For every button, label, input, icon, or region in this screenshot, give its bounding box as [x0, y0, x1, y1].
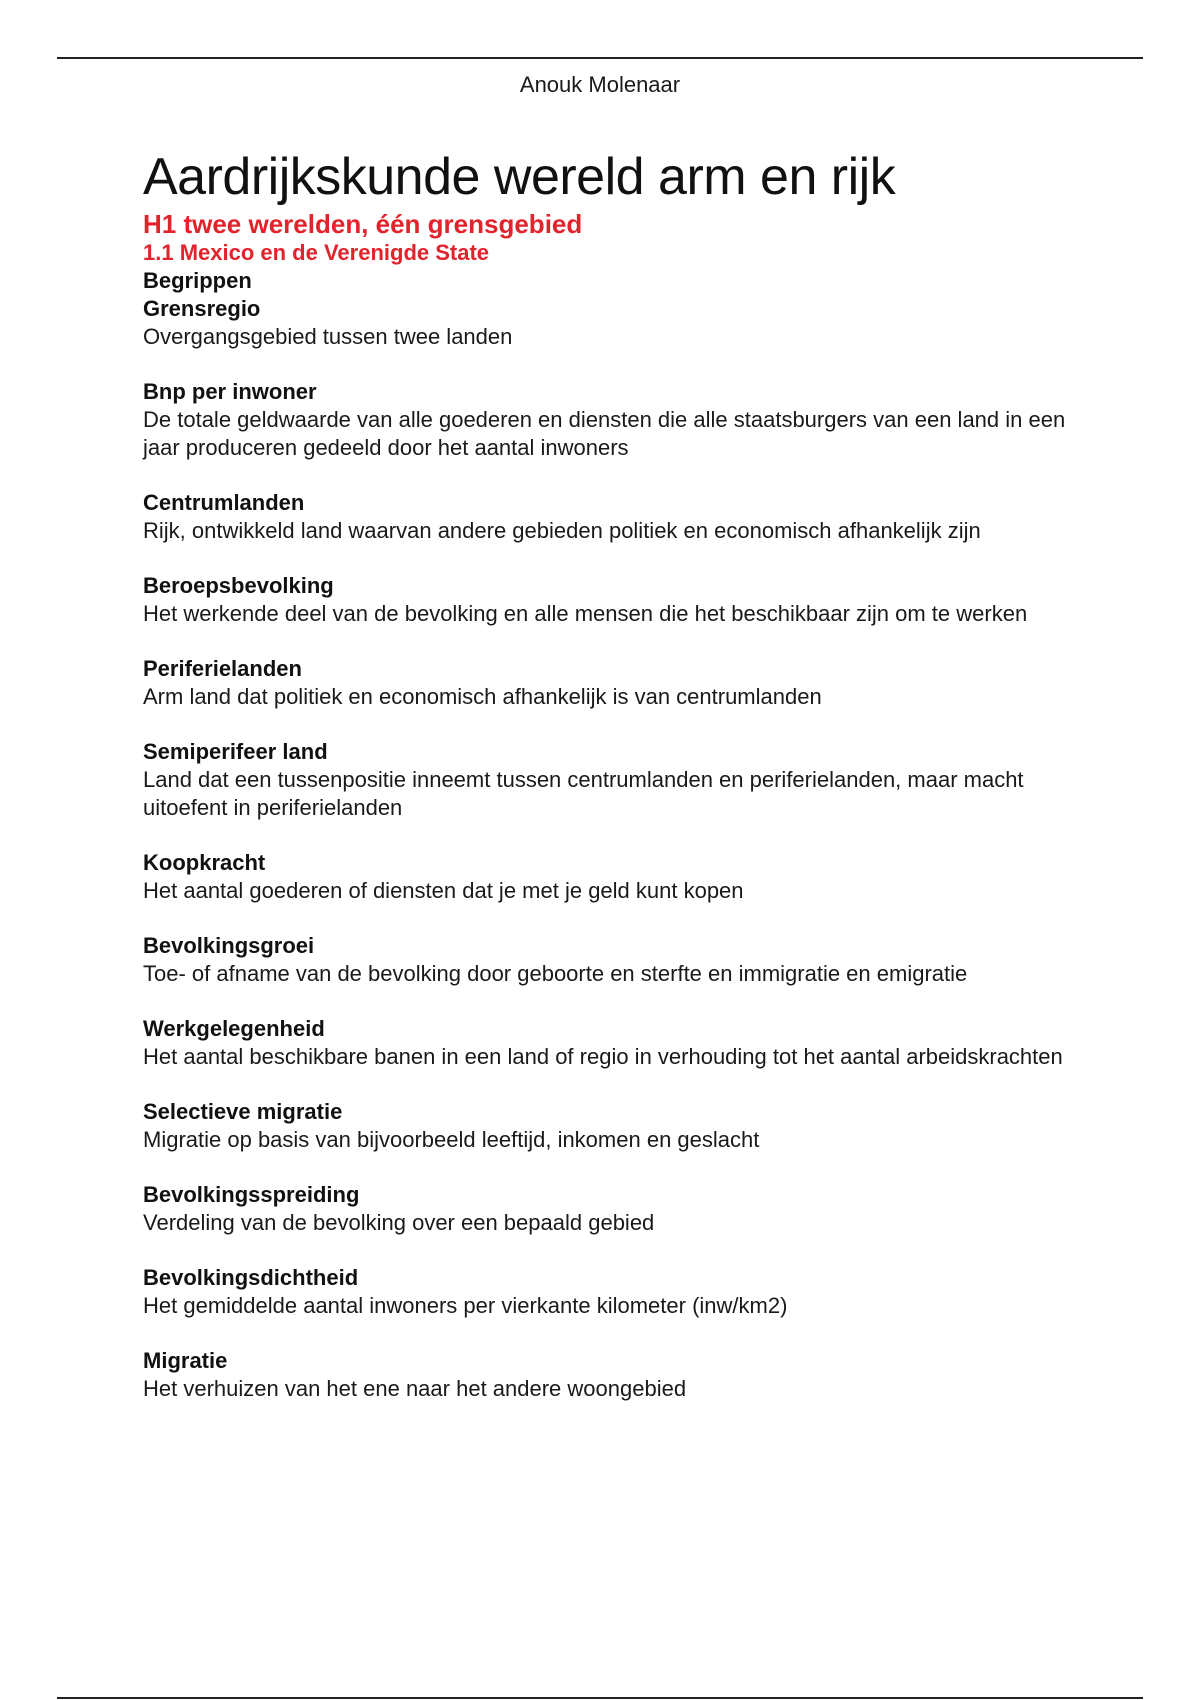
footer-rule — [57, 1697, 1143, 1699]
term-name: Bevolkingsgroei — [143, 933, 315, 958]
terms-list — [143, 295, 1103, 1403]
term-definition: Het aantal goederen of diensten dat je met je geld kunt kopen — [143, 878, 744, 903]
term-name: Bevolkingsspreiding — [143, 1182, 360, 1207]
section-heading: 1.1 Mexico en de Verenigde State — [143, 240, 490, 265]
term-item — [143, 738, 1103, 822]
document-body — [143, 145, 1103, 1430]
term-name: Periferielanden — [143, 656, 302, 681]
term-name: Werkgelegenheid — [143, 1016, 325, 1041]
term-item — [143, 1181, 1103, 1237]
term-definition: Verdeling van de bevolking over een bepaald gebied — [143, 1210, 655, 1235]
term-definition: Het werkende deel van de bevolking en alle mensen die het beschikbaar zijn om te werken — [143, 601, 1028, 626]
term-item — [143, 1347, 1103, 1403]
header-rule — [57, 57, 1143, 59]
chapter-heading: H1 twee werelden, één grensgebied — [143, 209, 583, 239]
term-item — [143, 1098, 1103, 1154]
term-name: Grensregio — [143, 296, 261, 321]
author-name: Anouk Molenaar — [519, 72, 681, 97]
term-item — [143, 932, 1103, 988]
term-item — [143, 295, 1103, 351]
term-item — [143, 572, 1103, 628]
term-definition: Migratie op basis van bijvoorbeeld leeftijd, inkomen en geslacht — [143, 1127, 760, 1152]
term-name: Bnp per inwoner — [143, 379, 317, 404]
term-definition: Arm land dat politiek en economisch afhankelijk is van centrumlanden — [143, 684, 822, 709]
term-item — [143, 655, 1103, 711]
term-item — [143, 378, 1103, 462]
term-definition: De totale geldwaarde van alle goederen en diensten die alle staatsburgers van een land in een jaar produceren gedeeld door het aantal inwoners — [143, 407, 1066, 460]
term-definition: Het verhuizen van het ene naar het andere woongebied — [143, 1376, 687, 1401]
term-name: Selectieve migratie — [143, 1099, 343, 1124]
term-definition: Overgangsgebied tussen twee landen — [143, 324, 513, 349]
term-name: Centrumlanden — [143, 490, 305, 515]
term-name: Beroepsbevolking — [143, 573, 334, 598]
terms-subheading: Begrippen — [143, 268, 252, 293]
term-definition: Toe- of afname van de bevolking door geboorte en sterfte en immigratie en emigratie — [143, 961, 968, 986]
term-item — [143, 489, 1103, 545]
term-name: Bevolkingsdichtheid — [143, 1265, 359, 1290]
term-name: Koopkracht — [143, 850, 266, 875]
term-definition: Het gemiddelde aantal inwoners per vierkante kilometer (inw/km2) — [143, 1293, 788, 1318]
term-name: Semiperifeer land — [143, 739, 328, 764]
term-item — [143, 1264, 1103, 1320]
term-item — [143, 1015, 1103, 1071]
term-definition: Rijk, ontwikkeld land waarvan andere gebieden politiek en economisch afhankelijk zijn — [143, 518, 981, 543]
term-item — [143, 849, 1103, 905]
term-name: Migratie — [143, 1348, 228, 1373]
term-definition: Land dat een tussenpositie inneemt tussen centrumlanden en periferielanden, maar macht uitoefent in periferielanden — [143, 767, 1024, 820]
document-title: Aardrijkskunde wereld arm en rijk — [143, 148, 896, 206]
term-definition: Het aantal beschikbare banen in een land of regio in verhouding tot het aantal arbeidskrachten — [143, 1044, 1063, 1069]
